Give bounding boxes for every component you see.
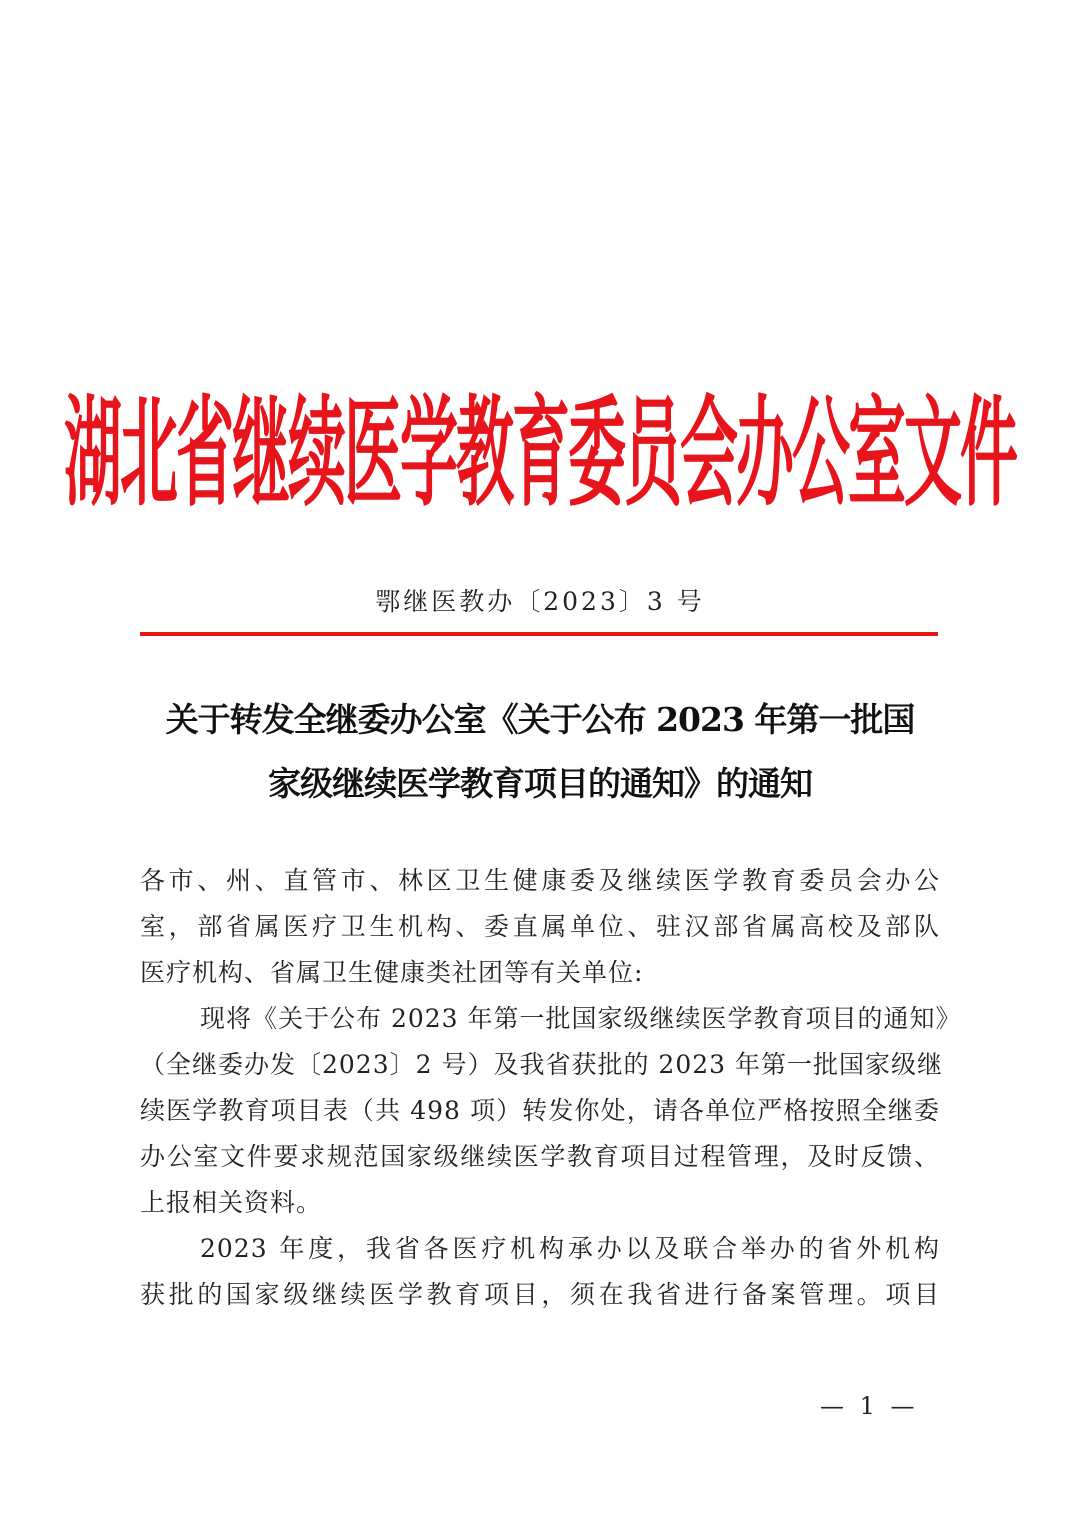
- document-title: [100, 688, 980, 816]
- paragraph-2-line-2: 获批的国家级继续医学教育项目，须在我省进行备案管理。项目: [140, 1280, 940, 1309]
- masthead-title: 湖北省继续医学教育委员会办公室文件: [64, 383, 1017, 523]
- paragraph-2-line-1: 2023 年度，我省各医疗机构承办以及联合举办的省外机构: [200, 1234, 940, 1263]
- masthead: [64, 378, 1017, 528]
- addressee-line-3: 医疗机构、省属卫生健康类社团等有关单位:: [140, 958, 644, 987]
- paragraph-1-line-5: 上报相关资料。: [140, 1188, 323, 1217]
- page-number: — 1 —: [820, 1392, 919, 1420]
- paragraph-1-line-1: 现将《关于公布 2023 年第一批国家级继续医学教育项目的通知》: [200, 1004, 962, 1033]
- paragraph-1-line-4: 办公室文件要求规范国家级继续医学教育项目过程管理，及时反馈、: [140, 1142, 940, 1171]
- document-body: [140, 858, 962, 1318]
- paragraph-1-line-2: （全继委办发〔2023〕2 号）及我省获批的 2023 年第一批国家级继: [140, 1050, 943, 1079]
- title-line-1: 关于转发全继委办公室《关于公布 2023 年第一批国: [165, 700, 915, 739]
- title-line-2: 家级继续医学教育项目的通知》的通知: [268, 764, 812, 803]
- addressee-line-2: 室，部省属医疗卫生机构、委直属单位、驻汉部省属高校及部队: [140, 912, 940, 941]
- addressee-line-1: 各市、州、直管市、林区卫生健康委及继续医学教育委员会办公: [140, 866, 940, 895]
- paragraph-1-line-3: 续医学教育项目表（共 498 项）转发你处，请各单位严格按照全继委: [140, 1096, 940, 1125]
- red-divider-line: [140, 632, 938, 636]
- document-number: 鄂继医教办〔2023〕3 号: [375, 587, 705, 616]
